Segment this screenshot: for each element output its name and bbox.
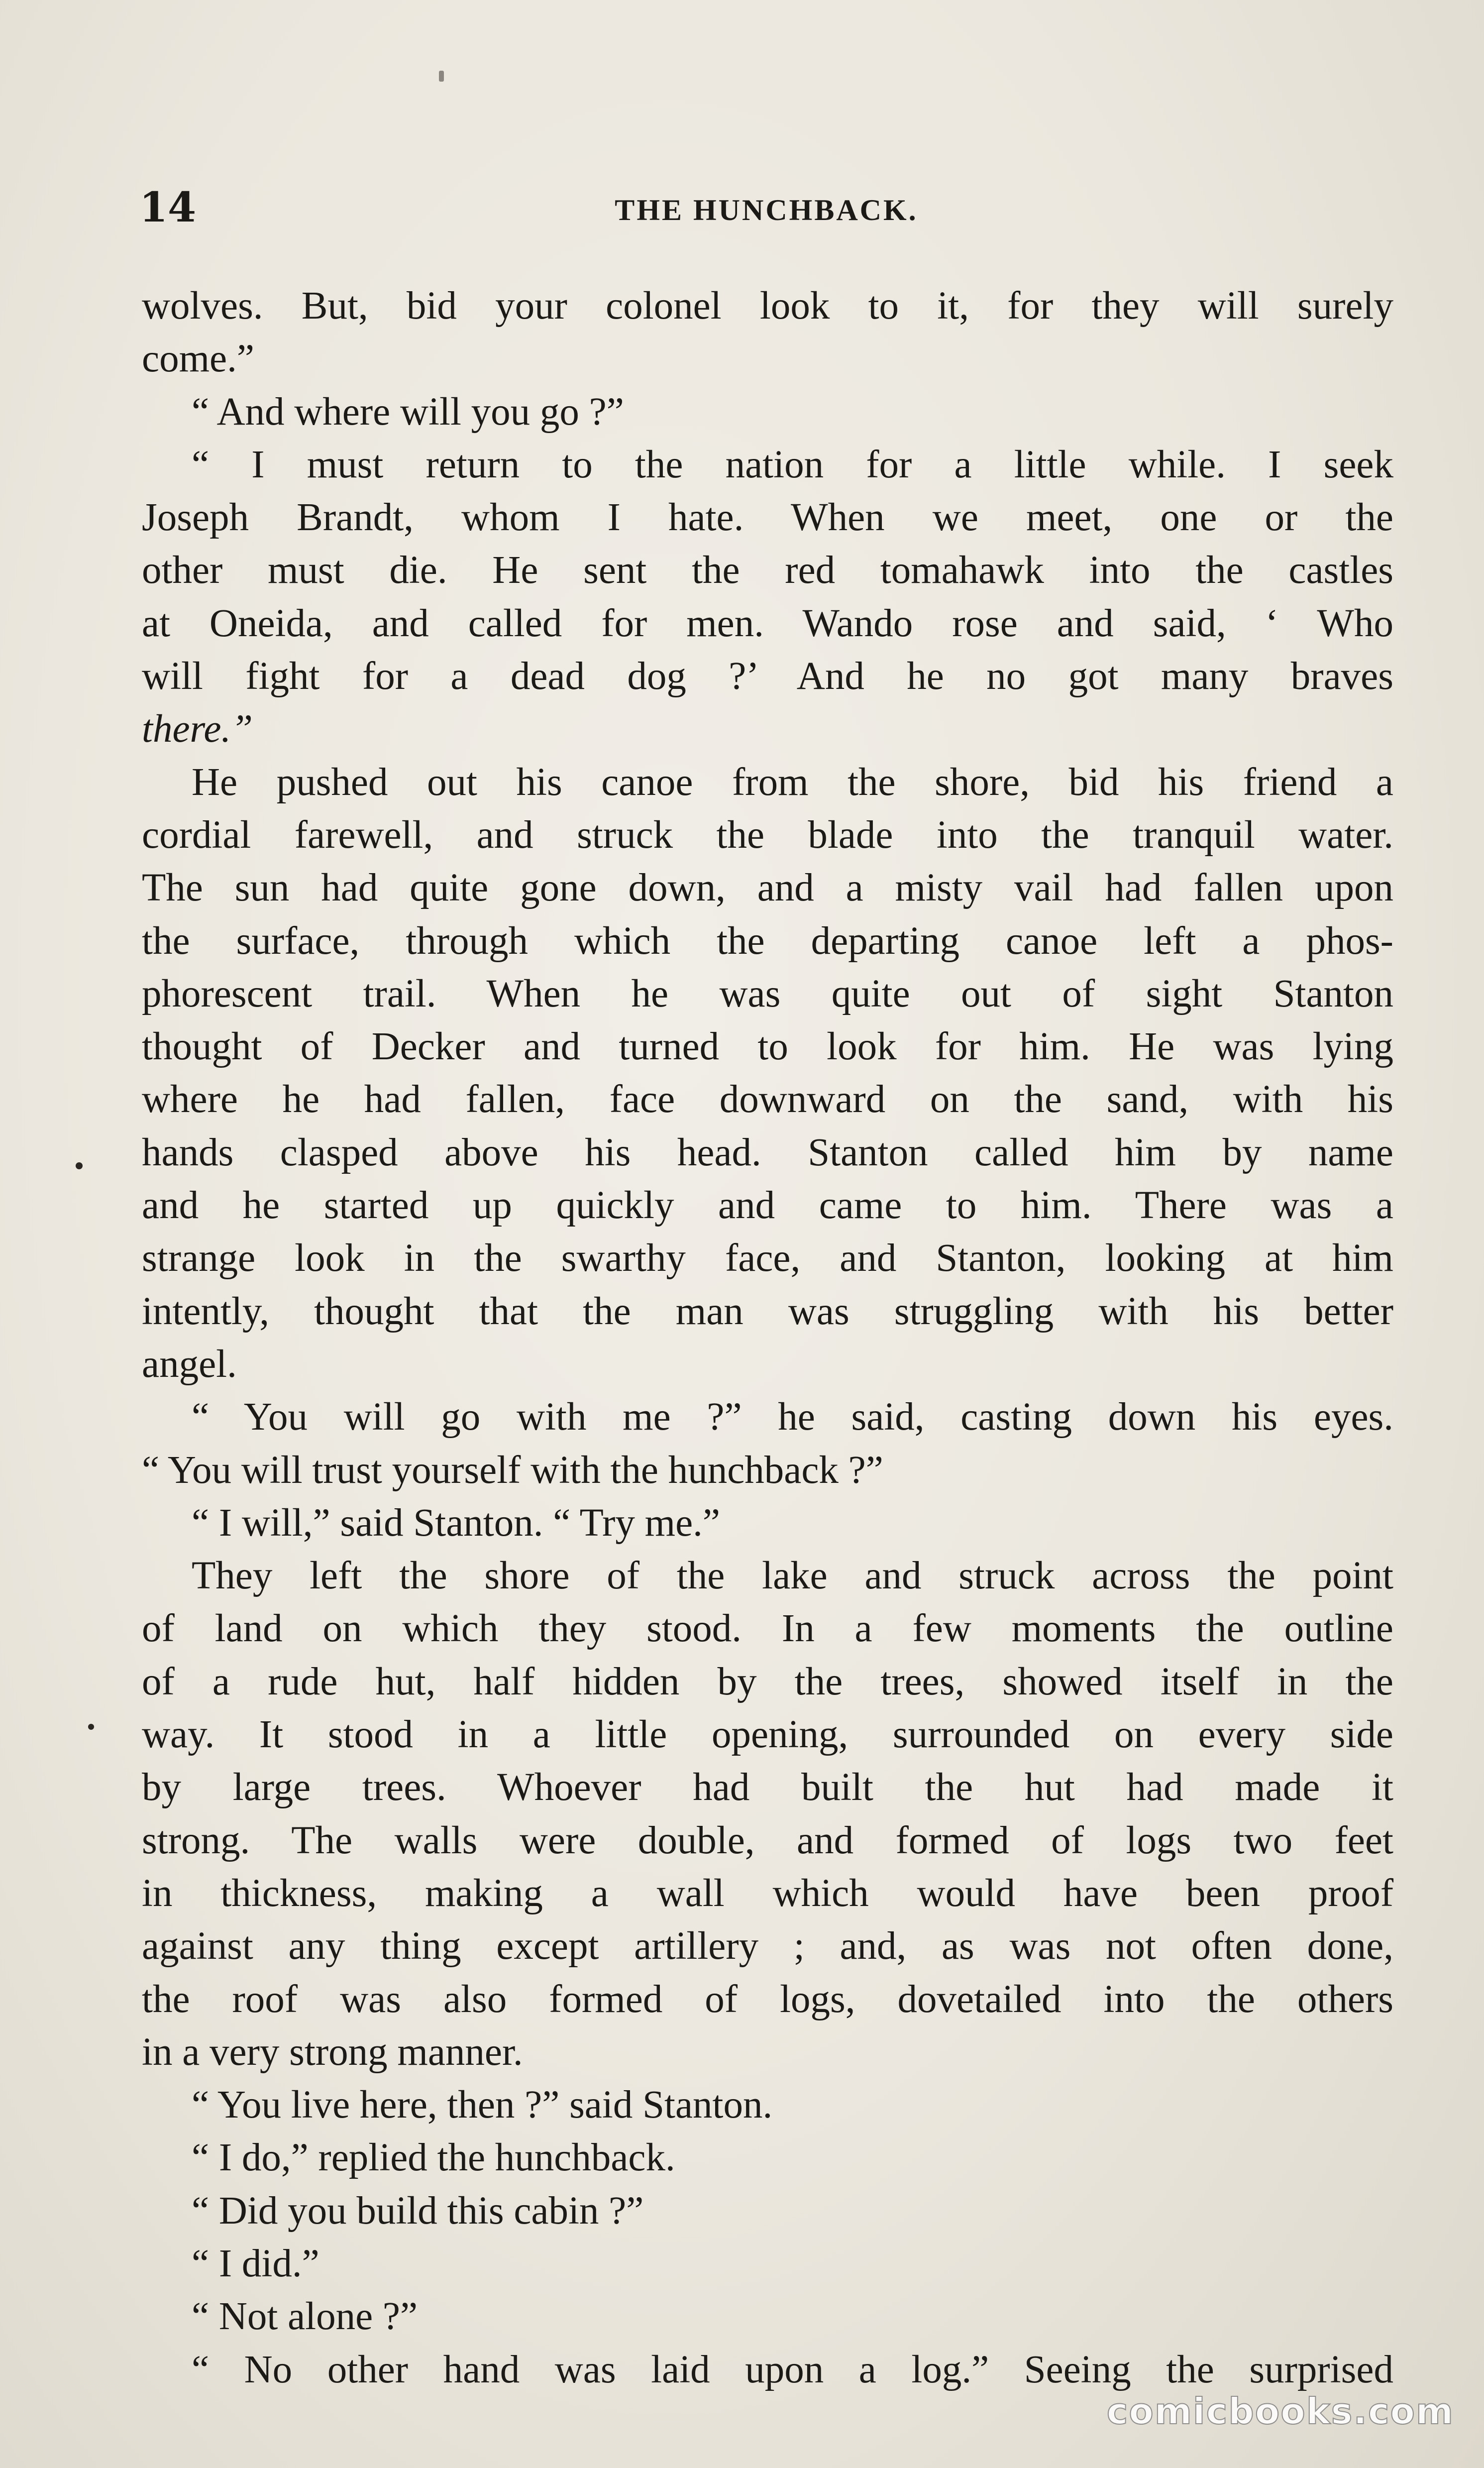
- text-line: “ You will trust yourself with the hunchback ?”: [142, 1448, 883, 1492]
- text-line: “ Not alone ?”: [192, 2295, 418, 2339]
- text-line: come.”: [142, 337, 254, 381]
- text-line: wolves. But, bid your colonel look to it, for they will surely: [142, 284, 1393, 328]
- text-line: against any thing except artillery ; and, as was not often done,: [142, 1924, 1393, 1968]
- text-line: by large trees. Whoever had built the hut had made it: [142, 1766, 1393, 1809]
- text-line: the roof was also formed of logs, dovetailed into the others: [142, 1977, 1393, 2021]
- text-line: “ No other hand was laid upon a log.” Seeing the surprised: [192, 2348, 1393, 2391]
- text-line: “ You will go with me ?” he said, casting down his eyes.: [192, 1395, 1393, 1439]
- text-line: “ You live here, then ?” said Stanton.: [192, 2083, 773, 2127]
- text-line: “ I will,” said Stanton. “ Try me.”: [192, 1501, 720, 1545]
- text-line: Joseph Brandt, whom I hate. When we meet, one or the: [142, 496, 1393, 540]
- watermark: comicbooks.com: [1106, 2390, 1454, 2432]
- margin-speck: [76, 1162, 83, 1169]
- text-line: phorescent trail. When he was quite out of sight Stanton: [142, 972, 1393, 1015]
- running-head: THE HUNCHBACK.: [615, 194, 918, 226]
- text-line: other must die. He sent the red tomahawk into the castles: [142, 549, 1393, 592]
- text-line: angel.: [142, 1342, 237, 1386]
- page-header: [139, 180, 1393, 235]
- text-line: of a rude hut, half hidden by the trees, showed itself in the: [142, 1660, 1393, 1703]
- text-line: of land on which they stood. In a few moments the outline: [142, 1607, 1393, 1651]
- margin-speck: [439, 71, 444, 82]
- text-line: where he had fallen, face downward on the sand, with his: [142, 1078, 1393, 1122]
- text-line: in thickness, making a wall which would have been proof: [142, 1871, 1393, 1915]
- text-line: will fight for a dead dog ?’ And he no got many braves: [142, 655, 1393, 698]
- text-line: at Oneida, and called for men. Wando rose and said, ‘ Who: [142, 601, 1393, 645]
- text-line: “ And where will you go ?”: [192, 390, 624, 434]
- text-line: in a very strong manner.: [142, 2030, 523, 2074]
- text-line: “ I do,” replied the hunchback.: [192, 2136, 675, 2180]
- text-line: The sun had quite gone down, and a misty vail had fallen upon: [142, 866, 1393, 910]
- text-line: the surface, through which the departing canoe left a phos-: [142, 919, 1393, 963]
- text-line: way. It stood in a little opening, surrounded on every side: [142, 1713, 1393, 1757]
- text-line: there.”: [142, 707, 253, 751]
- text-line: intently, thought that the man was struggling with his better: [142, 1289, 1393, 1333]
- text-line: He pushed out his canoe from the shore, bid his friend a: [192, 760, 1393, 804]
- margin-speck: [88, 1724, 94, 1730]
- page-number: 14: [139, 184, 197, 231]
- text-line: They left the shore of the lake and struck across the point: [192, 1554, 1393, 1598]
- text-line: cordial farewell, and struck the blade into the tranquil water.: [142, 813, 1393, 857]
- text-line: “ I must return to the nation for a little while. I seek: [192, 443, 1393, 486]
- body-text: [142, 280, 1393, 2396]
- text-line: strong. The walls were double, and formed of logs two feet: [142, 1818, 1393, 1862]
- text-line: and he started up quickly and came to him. There was a: [142, 1184, 1393, 1228]
- text-line: “ I did.”: [192, 2242, 319, 2285]
- text-line: hands clasped above his head. Stanton called him by name: [142, 1130, 1393, 1174]
- text-line: thought of Decker and turned to look for him. He was lying: [142, 1025, 1393, 1069]
- text-line: “ Did you build this cabin ?”: [192, 2189, 644, 2233]
- text-line: strange look in the swarthy face, and Stanton, looking at him: [142, 1236, 1393, 1280]
